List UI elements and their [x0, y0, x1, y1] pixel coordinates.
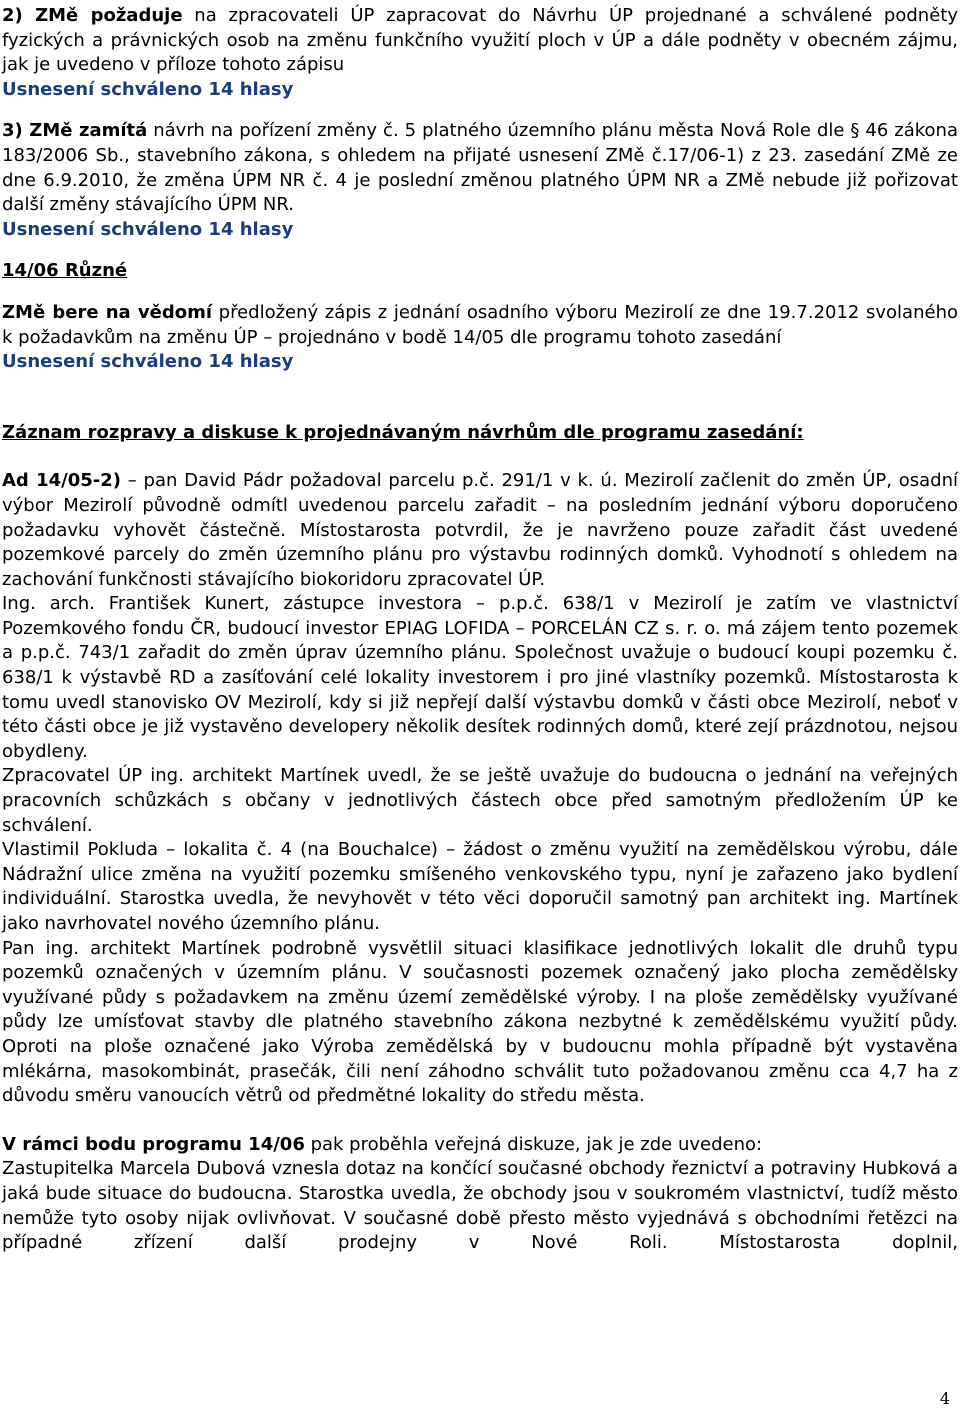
item-2-paragraph [2, 4, 958, 78]
item-3-text: návrh na pořízení změny č. 5 platného územního plánu města Nová Role dle § 46 zákona 183/2006 Sb., stavebního zákona, s ohledem na přijaté usnesení ZMě č.17/06-1) z 23. zasedání ZMě ze dne 6.9.2010, že změna ÚPM NR č. 4 je poslední změnou platného ÚPM NR a ZMě nebude již pořizovat další změny stávajícího ÚPM NR. [2, 120, 958, 216]
page-number: 4 [939, 1389, 950, 1408]
item-2-text: na zpracovateli ÚP zapracovat do Návrhu ÚP projednané a schválené podněty fyzických a právnických osob na změnu funkčního využití ploch v ÚP a dále podněty v obecném zájmu, jak je uvedeno v příloze tohoto zápisu [2, 5, 958, 76]
public-discussion-intro [2, 1133, 958, 1158]
spacer [2, 102, 958, 119]
discussion-heading: Záznam rozpravy a diskuse k projednávaným návrhům dle programu zasedání: [2, 421, 804, 443]
item-3-approved: Usnesení schváleno 14 hlasy [2, 218, 294, 240]
spacer [2, 242, 958, 259]
spacer [2, 1109, 958, 1133]
spacer [2, 445, 958, 469]
item-2-approved: Usnesení schváleno 14 hlasy [2, 78, 294, 100]
section-14-06-paragraph [2, 301, 958, 350]
section-14-06-approved: Usnesení schváleno 14 hlasy [2, 351, 294, 373]
discussion-paragraph-1-text: – pan David Pádr požadoval parcelu p.č. 291/1 v k. ú. Mezirolí začlenit do změn ÚP, osadní výbor Mezirolí původně odmítl uvedenou parcelu zařadit – na posledním jednání výboru doporučeno požadavku vyhovět částečně. Místostarosta potvrdil, že je navrženo pouze zařadit část uvedené pozemkové parcely do změn územního plánu pro výstavbu rodinných domků. Vyhodnotí s ohledem na zachování funkčnosti stávajícího biokoridoru zpracovatel ÚP. [2, 470, 958, 590]
section-14-06-lead: ZMě bere na vědomí [2, 301, 212, 323]
section-14-06-heading: 14/06 Různé [2, 260, 128, 282]
item-3-lead: 3) ZMě zamítá [2, 120, 148, 142]
discussion-paragraph-5: Pan ing. architekt Martínek podrobně vysvětlil situaci klasifikace jednotlivých lokalit dle druhů typu pozemků označených v územním plánu. V současnosti pozemek označený jako plocha zemědělsky využívané půdy s požadavkem na změnu území zemědělské výroby. I na ploše zemědělsky využívané půdy lze umísťovat stavby dle platného stavebního zákona nezbytné k zemědělskému využití půdy. Oproti na ploše označené jako Výroba zemědělská by v budoucnu mohla případně být vystavěna mlékárna, masokombinát, prasečák, čili není záhodno schválit tuto požadovanou změnu cca 4,7 ha z důvodu směru vanoucích větrů od předmětné lokality do středu města. [2, 937, 958, 1107]
discussion-paragraph-3: Zpracovatel ÚP ing. architekt Martínek uvedl, že se ještě uvažuje do budoucna o jednání na veřejných pracovních schůzkách s občany v jednotlivých částech obce před samotným předložením ÚP ke schválení. [2, 765, 958, 836]
discussion-paragraph-4: Vlastimil Pokluda – lokalita č. 4 (na Bouchalce) – žádost o změnu využití na zemědělskou výrobu, dále Nádražní ulice změna na využití pozemku smíšeného venkovského typu, nyní je zařazeno jako bydlení individuální. Starostka uvedla, že nevyhovět v této věci doporučil samotný pan architekt ing. Martínek jako navrhovatel nového územního plánu. [2, 839, 958, 934]
spacer [2, 284, 958, 301]
discussion-paragraph-2: Ing. arch. František Kunert, zástupce investora – p.p.č. 638/1 v Mezirolí je zatím ve vlastnictví Pozemkového fondu ČR, budoucí investor EPIAG LOFIDA – PORCELÁN CZ s. r. o. má zájem tento pozemek a p.p.č. 743/1 zařadit do změn úprav územního plánu. Společnost uvažuje o budoucí koupi pozemku č. 638/1 k výstavbě RD a zasíťování celé lokality investorem i pro jiné vlastníky pozemků. Místostarosta k tomu uvedl stanovisko OV Mezirolí, kdy si již nepřejí další výstavbu domků v části obce Mezirolí, neboť v této části obce je již vystavěno developery několik desítek rodinných domů, které zejí prázdnotou, nejsou obydleny. [2, 593, 958, 762]
discussion-paragraph-1 [2, 469, 958, 592]
public-discussion-paragraph: Zastupitelka Marcela Dubová vznesla dotaz na končící současné obchody řeznictví a potraviny Hubková a jaká bude situace do budoucna. Starostka uvedla, že obchody jsou v soukromém vlastnictví, tudíž město nemůže tyto osoby nijak ovlivňovat. V současné době přesto město vyjednává s obchodními řetězci na případné zřízení další prodejny v Nové Roli. Místostarosta doplnil, [2, 1158, 958, 1254]
item-3-paragraph [2, 119, 958, 217]
item-2-lead: 2) ZMě požaduje [2, 5, 183, 26]
spacer [2, 375, 958, 421]
public-discussion-intro-text: pak proběhla veřejná diskuze, jak je zde uvedeno: [304, 1133, 763, 1155]
public-discussion-lead: V rámci bodu programu 14/06 [2, 1133, 305, 1155]
section-14-06-text: předložený zápis z jednání osadního výboru Mezirolí ze dne 19.7.2012 svolaného k požadavkům na změnu ÚP – projednáno v bodě 14/05 dle programu tohoto zasedání [2, 301, 958, 348]
discussion-ad-lead: Ad 14/05-2) [2, 470, 122, 492]
